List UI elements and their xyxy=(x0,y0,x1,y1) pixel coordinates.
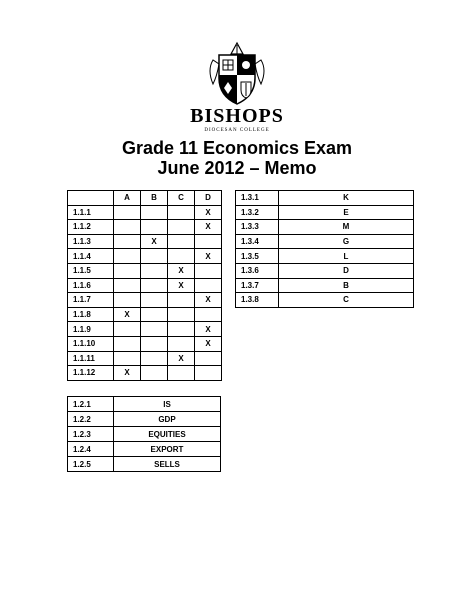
answer-cell xyxy=(195,234,222,249)
table-row xyxy=(68,205,222,220)
table-row xyxy=(68,427,221,442)
answer-cell xyxy=(168,220,195,235)
answer-cell xyxy=(141,366,168,381)
table-row xyxy=(236,278,414,293)
answer-cell xyxy=(168,336,195,351)
table-row xyxy=(68,278,222,293)
answer-cell xyxy=(141,220,168,235)
answer-cell: X xyxy=(195,205,222,220)
question-number: 1.2.1 xyxy=(68,397,114,412)
answer-cell xyxy=(168,322,195,337)
answer-cell: X xyxy=(141,234,168,249)
answer-cell xyxy=(195,351,222,366)
question-number: 1.1.11 xyxy=(68,351,114,366)
answer-cell xyxy=(168,293,195,308)
answer-cell: M xyxy=(279,220,414,235)
answer-cell: D xyxy=(279,263,414,278)
answer-cell xyxy=(141,293,168,308)
question-number: 1.3.4 xyxy=(236,234,279,249)
answer-cell: X xyxy=(114,307,141,322)
answer-cell xyxy=(114,205,141,220)
answer-cell xyxy=(114,249,141,264)
answer-cell xyxy=(114,220,141,235)
table-row xyxy=(68,351,222,366)
bishops-crest-logo xyxy=(203,40,271,108)
answer-cell: L xyxy=(279,249,414,264)
answer-cell xyxy=(195,366,222,381)
table-row xyxy=(236,205,414,220)
question-number: 1.1.6 xyxy=(68,278,114,293)
table-row xyxy=(68,366,222,381)
table-row xyxy=(68,263,222,278)
table-row xyxy=(68,412,221,427)
answer-cell xyxy=(114,234,141,249)
header-corner-cell xyxy=(68,191,114,206)
table-row xyxy=(68,322,222,337)
answer-cell: GDP xyxy=(114,412,221,427)
page-subtitle: June 2012 – Memo xyxy=(157,158,317,178)
answer-cell: X xyxy=(168,278,195,293)
answer-cell xyxy=(114,293,141,308)
question-number: 1.1.7 xyxy=(68,293,114,308)
question-number: 1.1.9 xyxy=(68,322,114,337)
answer-cell xyxy=(168,366,195,381)
question-number: 1.3.2 xyxy=(236,205,279,220)
table-row xyxy=(236,249,414,264)
answer-cell: C xyxy=(279,293,414,308)
question-number: 1.2.3 xyxy=(68,427,114,442)
question-number: 1.3.3 xyxy=(236,220,279,235)
terms-answers-table xyxy=(67,396,221,472)
answer-cell xyxy=(141,336,168,351)
answer-cell: X xyxy=(168,351,195,366)
table-row xyxy=(68,307,222,322)
answer-cell: G xyxy=(279,234,414,249)
table-row xyxy=(68,249,222,264)
answer-cell xyxy=(114,263,141,278)
table-row xyxy=(236,263,414,278)
answer-cell: K xyxy=(279,191,414,206)
answer-cell: SELLS xyxy=(114,457,221,472)
answer-cell xyxy=(168,234,195,249)
column-header: A xyxy=(114,191,141,206)
multiple-choice-table xyxy=(67,190,222,381)
question-number: 1.2.4 xyxy=(68,442,114,457)
answer-cell: X xyxy=(195,220,222,235)
answer-cell xyxy=(195,278,222,293)
answer-cell xyxy=(195,307,222,322)
question-number: 1.1.4 xyxy=(68,249,114,264)
matching-answers-table xyxy=(235,190,414,308)
question-number: 1.1.1 xyxy=(68,205,114,220)
table-row xyxy=(68,442,221,457)
table-row xyxy=(236,191,414,206)
answer-cell xyxy=(114,336,141,351)
answer-cell: X xyxy=(195,336,222,351)
table-row xyxy=(68,457,221,472)
table-row xyxy=(68,234,222,249)
column-header: D xyxy=(195,191,222,206)
table-row xyxy=(236,220,414,235)
answer-cell xyxy=(141,351,168,366)
table-header-row xyxy=(68,191,222,206)
question-number: 1.1.10 xyxy=(68,336,114,351)
question-number: 1.3.5 xyxy=(236,249,279,264)
answer-cell xyxy=(141,307,168,322)
table-row xyxy=(236,234,414,249)
answer-cell xyxy=(141,322,168,337)
answer-cell xyxy=(168,307,195,322)
answer-cell xyxy=(114,351,141,366)
logo-wordmark: BISHOPS xyxy=(190,105,284,127)
answer-cell: X xyxy=(195,322,222,337)
answer-cell: X xyxy=(114,366,141,381)
column-header: B xyxy=(141,191,168,206)
answer-cell xyxy=(195,263,222,278)
answer-cell: X xyxy=(168,263,195,278)
table-row xyxy=(68,293,222,308)
answer-cell xyxy=(141,278,168,293)
answer-cell: X xyxy=(195,293,222,308)
answer-cell: EQUITIES xyxy=(114,427,221,442)
logo-subtitle: DIOCESAN COLLEGE xyxy=(204,128,270,133)
answer-cell: X xyxy=(195,249,222,264)
question-number: 1.1.3 xyxy=(68,234,114,249)
column-header: C xyxy=(168,191,195,206)
answer-cell xyxy=(168,205,195,220)
answer-cell xyxy=(168,249,195,264)
answer-cell: B xyxy=(279,278,414,293)
answer-cell xyxy=(114,322,141,337)
question-number: 1.3.8 xyxy=(236,293,279,308)
answer-cell xyxy=(141,249,168,264)
question-number: 1.1.2 xyxy=(68,220,114,235)
answer-cell xyxy=(141,205,168,220)
table-row xyxy=(236,293,414,308)
question-number: 1.3.7 xyxy=(236,278,279,293)
answer-cell: EXPORT xyxy=(114,442,221,457)
table-row xyxy=(68,336,222,351)
answer-cell: E xyxy=(279,205,414,220)
question-number: 1.1.12 xyxy=(68,366,114,381)
answer-cell: IS xyxy=(114,397,221,412)
table-row xyxy=(68,220,222,235)
question-number: 1.3.6 xyxy=(236,263,279,278)
page-title: Grade 11 Economics Exam xyxy=(121,138,353,158)
question-number: 1.1.5 xyxy=(68,263,114,278)
answer-cell xyxy=(114,278,141,293)
answer-cell xyxy=(141,263,168,278)
table-row xyxy=(68,397,221,412)
question-number: 1.3.1 xyxy=(236,191,279,206)
question-number: 1.2.2 xyxy=(68,412,114,427)
question-number: 1.1.8 xyxy=(68,307,114,322)
question-number: 1.2.5 xyxy=(68,457,114,472)
